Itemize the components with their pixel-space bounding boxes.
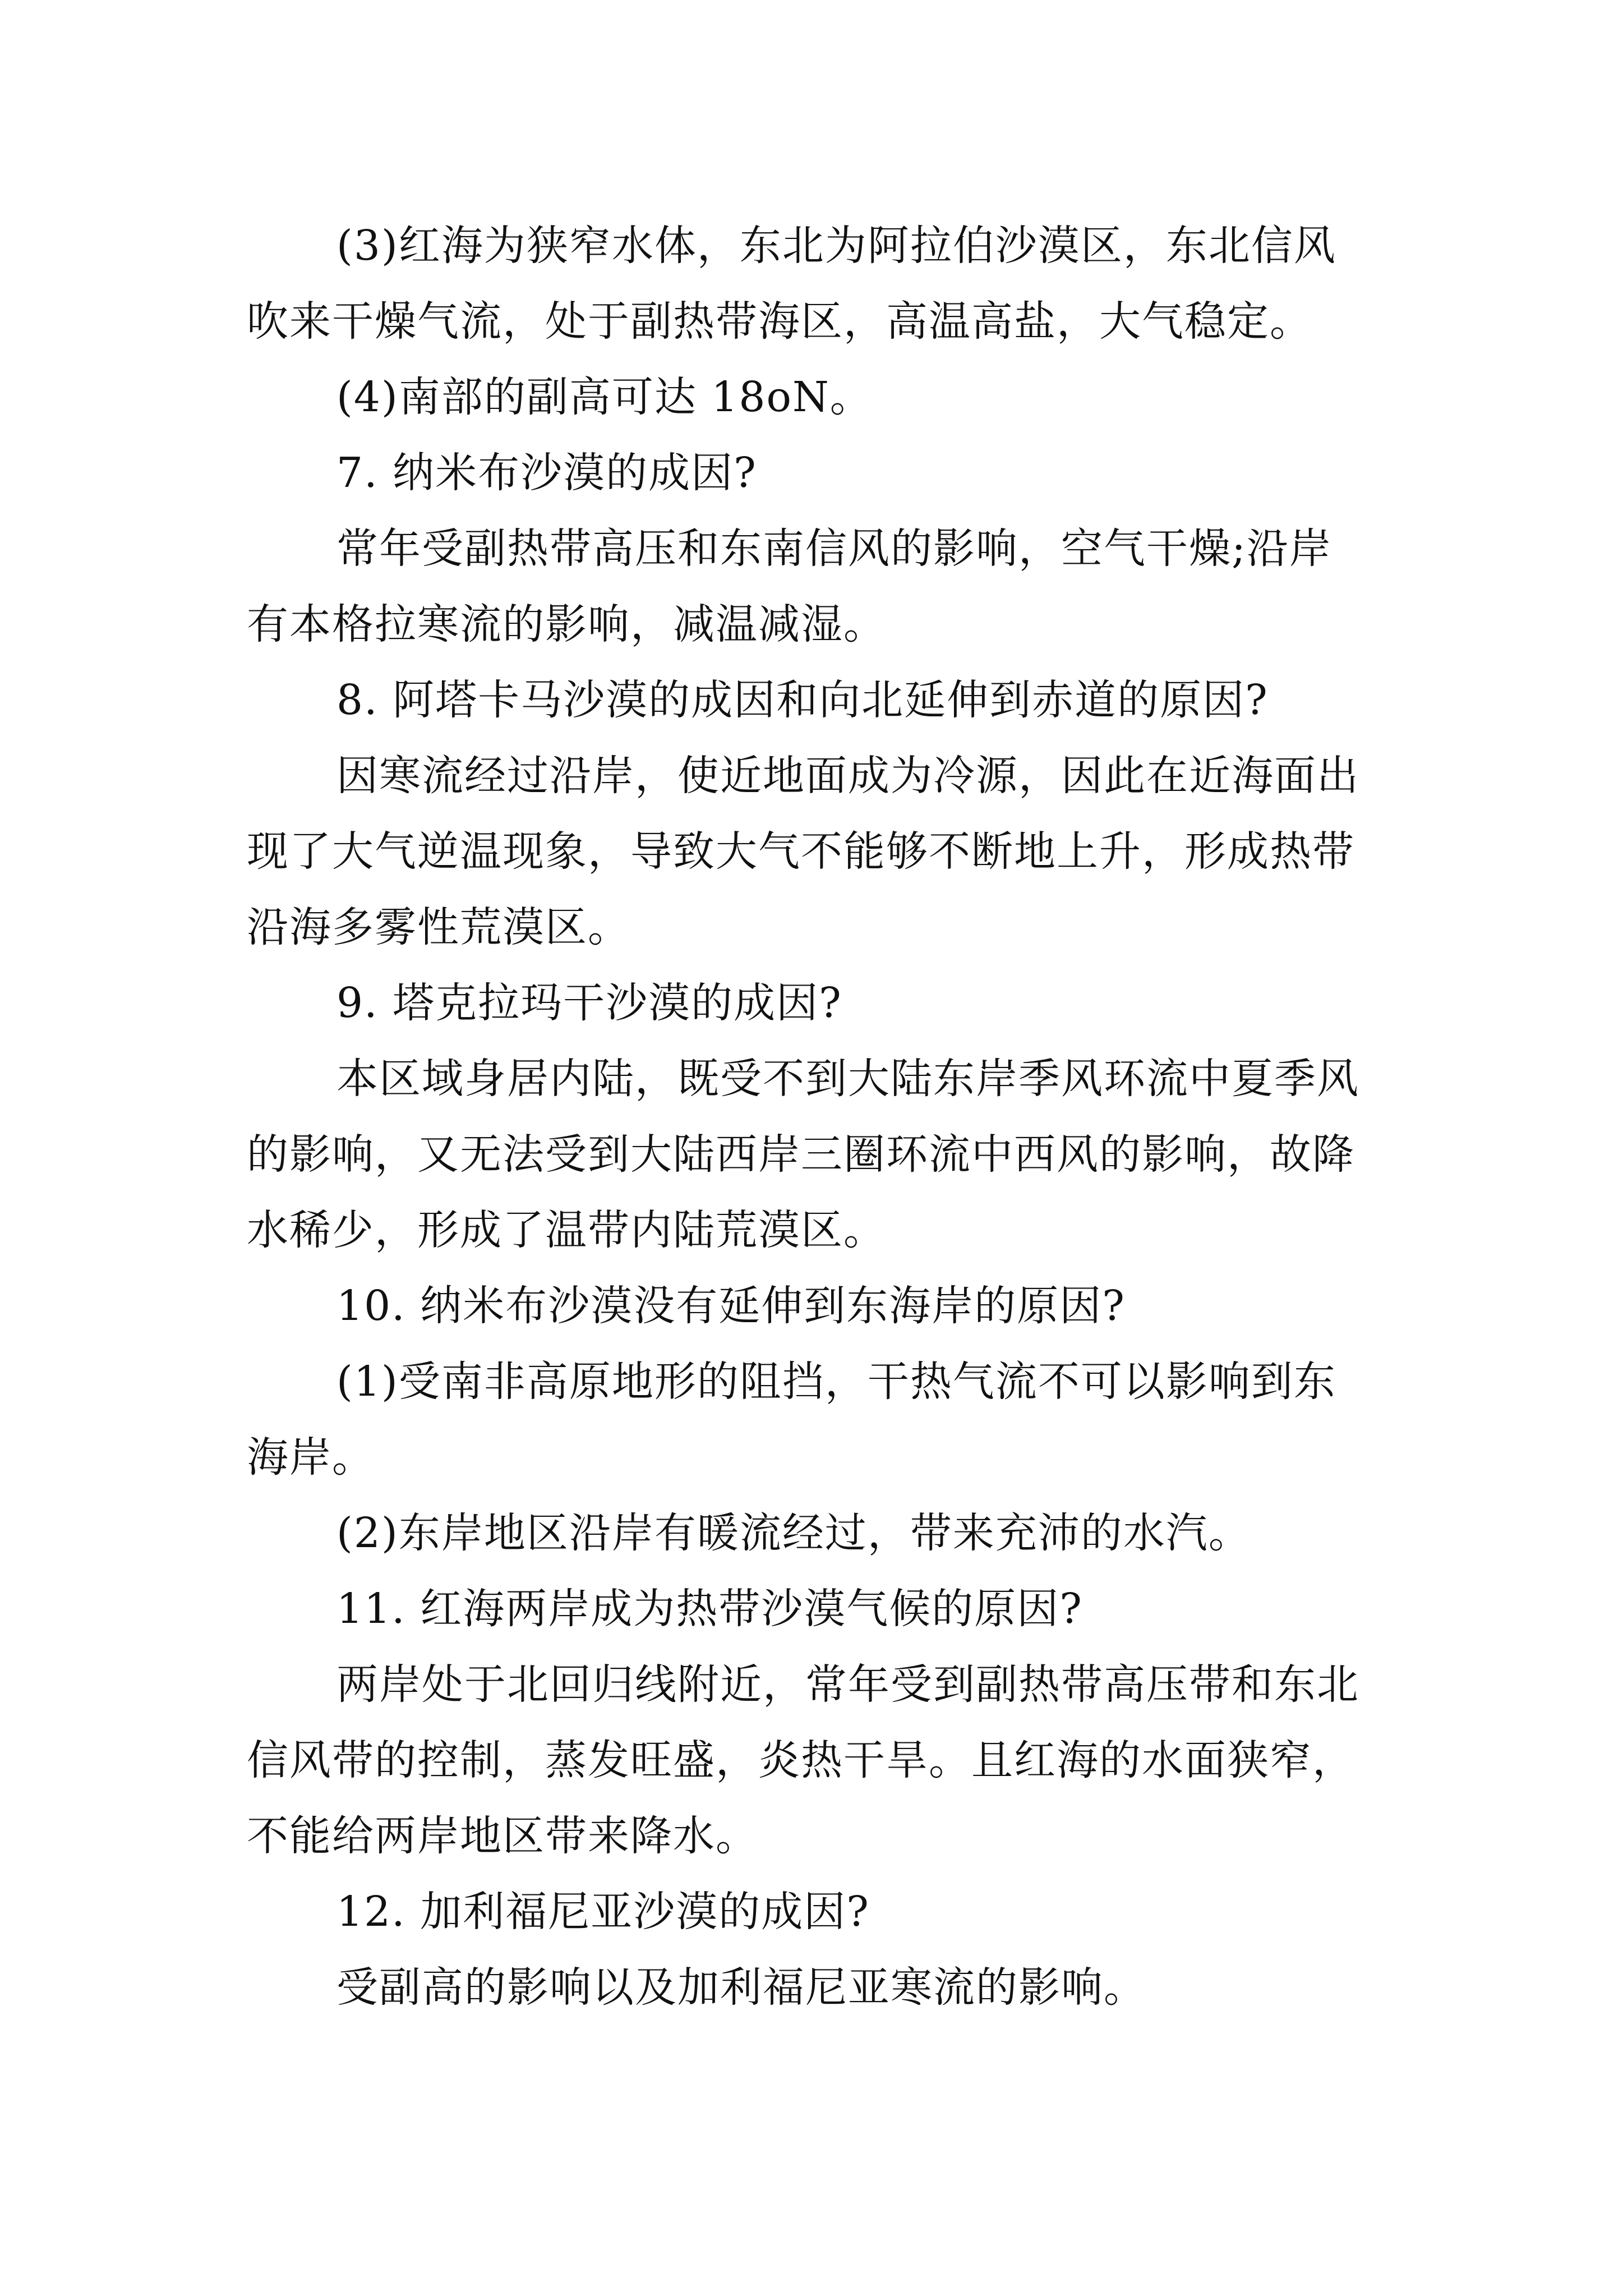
- text-line-q8-answer-cont-1: 现了大气逆温现象，导致大气不能够不断地上升，形成热带: [247, 827, 1355, 876]
- question-7-heading: 7. 纳米布沙漠的成因?: [336, 449, 757, 497]
- text-line-q9-answer-cont-1: 的影响，又无法受到大陆西岸三圈环流中西风的影响，故降: [247, 1130, 1355, 1179]
- text-line-q8-answer-cont-2: 沿海多雾性荒漠区。: [247, 903, 630, 951]
- text-line-q9-answer: 本区域身居内陆，既受不到大陆东岸季风环流中夏季风: [336, 1055, 1359, 1103]
- text-line-q10-answer-1: (1)受南非高原地形的阻挡，干热气流不可以影响到东: [336, 1358, 1336, 1406]
- text-line-q7-answer: 常年受副热带高压和东南信风的影响，空气干燥;沿岸: [336, 524, 1332, 573]
- text-line-q9-answer-cont-2: 水稀少，形成了温带内陆荒漠区。: [247, 1206, 886, 1254]
- question-11-heading: 11. 红海两岸成为热带沙漠气候的原因?: [336, 1585, 1083, 1633]
- text-line-q10-answer-1-cont: 海岸。: [247, 1433, 375, 1481]
- question-12-heading: 12. 加利福尼亚沙漠的成因?: [336, 1888, 870, 1936]
- text-line-q6-answer-3: (3)红海为狭窄水体，东北为阿拉伯沙漠区，东北信风: [336, 222, 1336, 270]
- text-line-q6-answer-3-cont: 吹来干燥气流，处于副热带海区，高温高盐，大气稳定。: [247, 297, 1312, 346]
- question-8-heading: 8. 阿塔卡马沙漠的成因和向北延伸到赤道的原因?: [336, 676, 1269, 724]
- text-line-q11-answer: 两岸处于北回归线附近，常年受到副热带高压带和东北: [336, 1660, 1359, 1709]
- text-line-q10-answer-2: (2)东岸地区沿岸有暖流经过，带来充沛的水汽。: [336, 1509, 1251, 1557]
- text-line-q12-answer: 受副高的影响以及加利福尼亚寒流的影响。: [336, 1963, 1146, 2012]
- text-line-q8-answer: 因寒流经过沿岸，使近地面成为冷源，因此在近海面出: [336, 752, 1359, 800]
- text-line-q7-answer-cont: 有本格拉寒流的影响，减温减湿。: [247, 600, 886, 648]
- text-line-q11-answer-cont-1: 信风带的控制，蒸发旺盛，炎热干旱。且红海的水面狭窄，: [247, 1736, 1355, 1784]
- question-10-heading: 10. 纳米布沙漠没有延伸到东海岸的原因?: [336, 1282, 1126, 1330]
- text-line-q11-answer-cont-2: 不能给两岸地区带来降水。: [247, 1812, 758, 1860]
- text-line-q6-answer-4: (4)南部的副高可达 18oN。: [336, 373, 873, 421]
- question-9-heading: 9. 塔克拉玛干沙漠的成因?: [336, 979, 842, 1027]
